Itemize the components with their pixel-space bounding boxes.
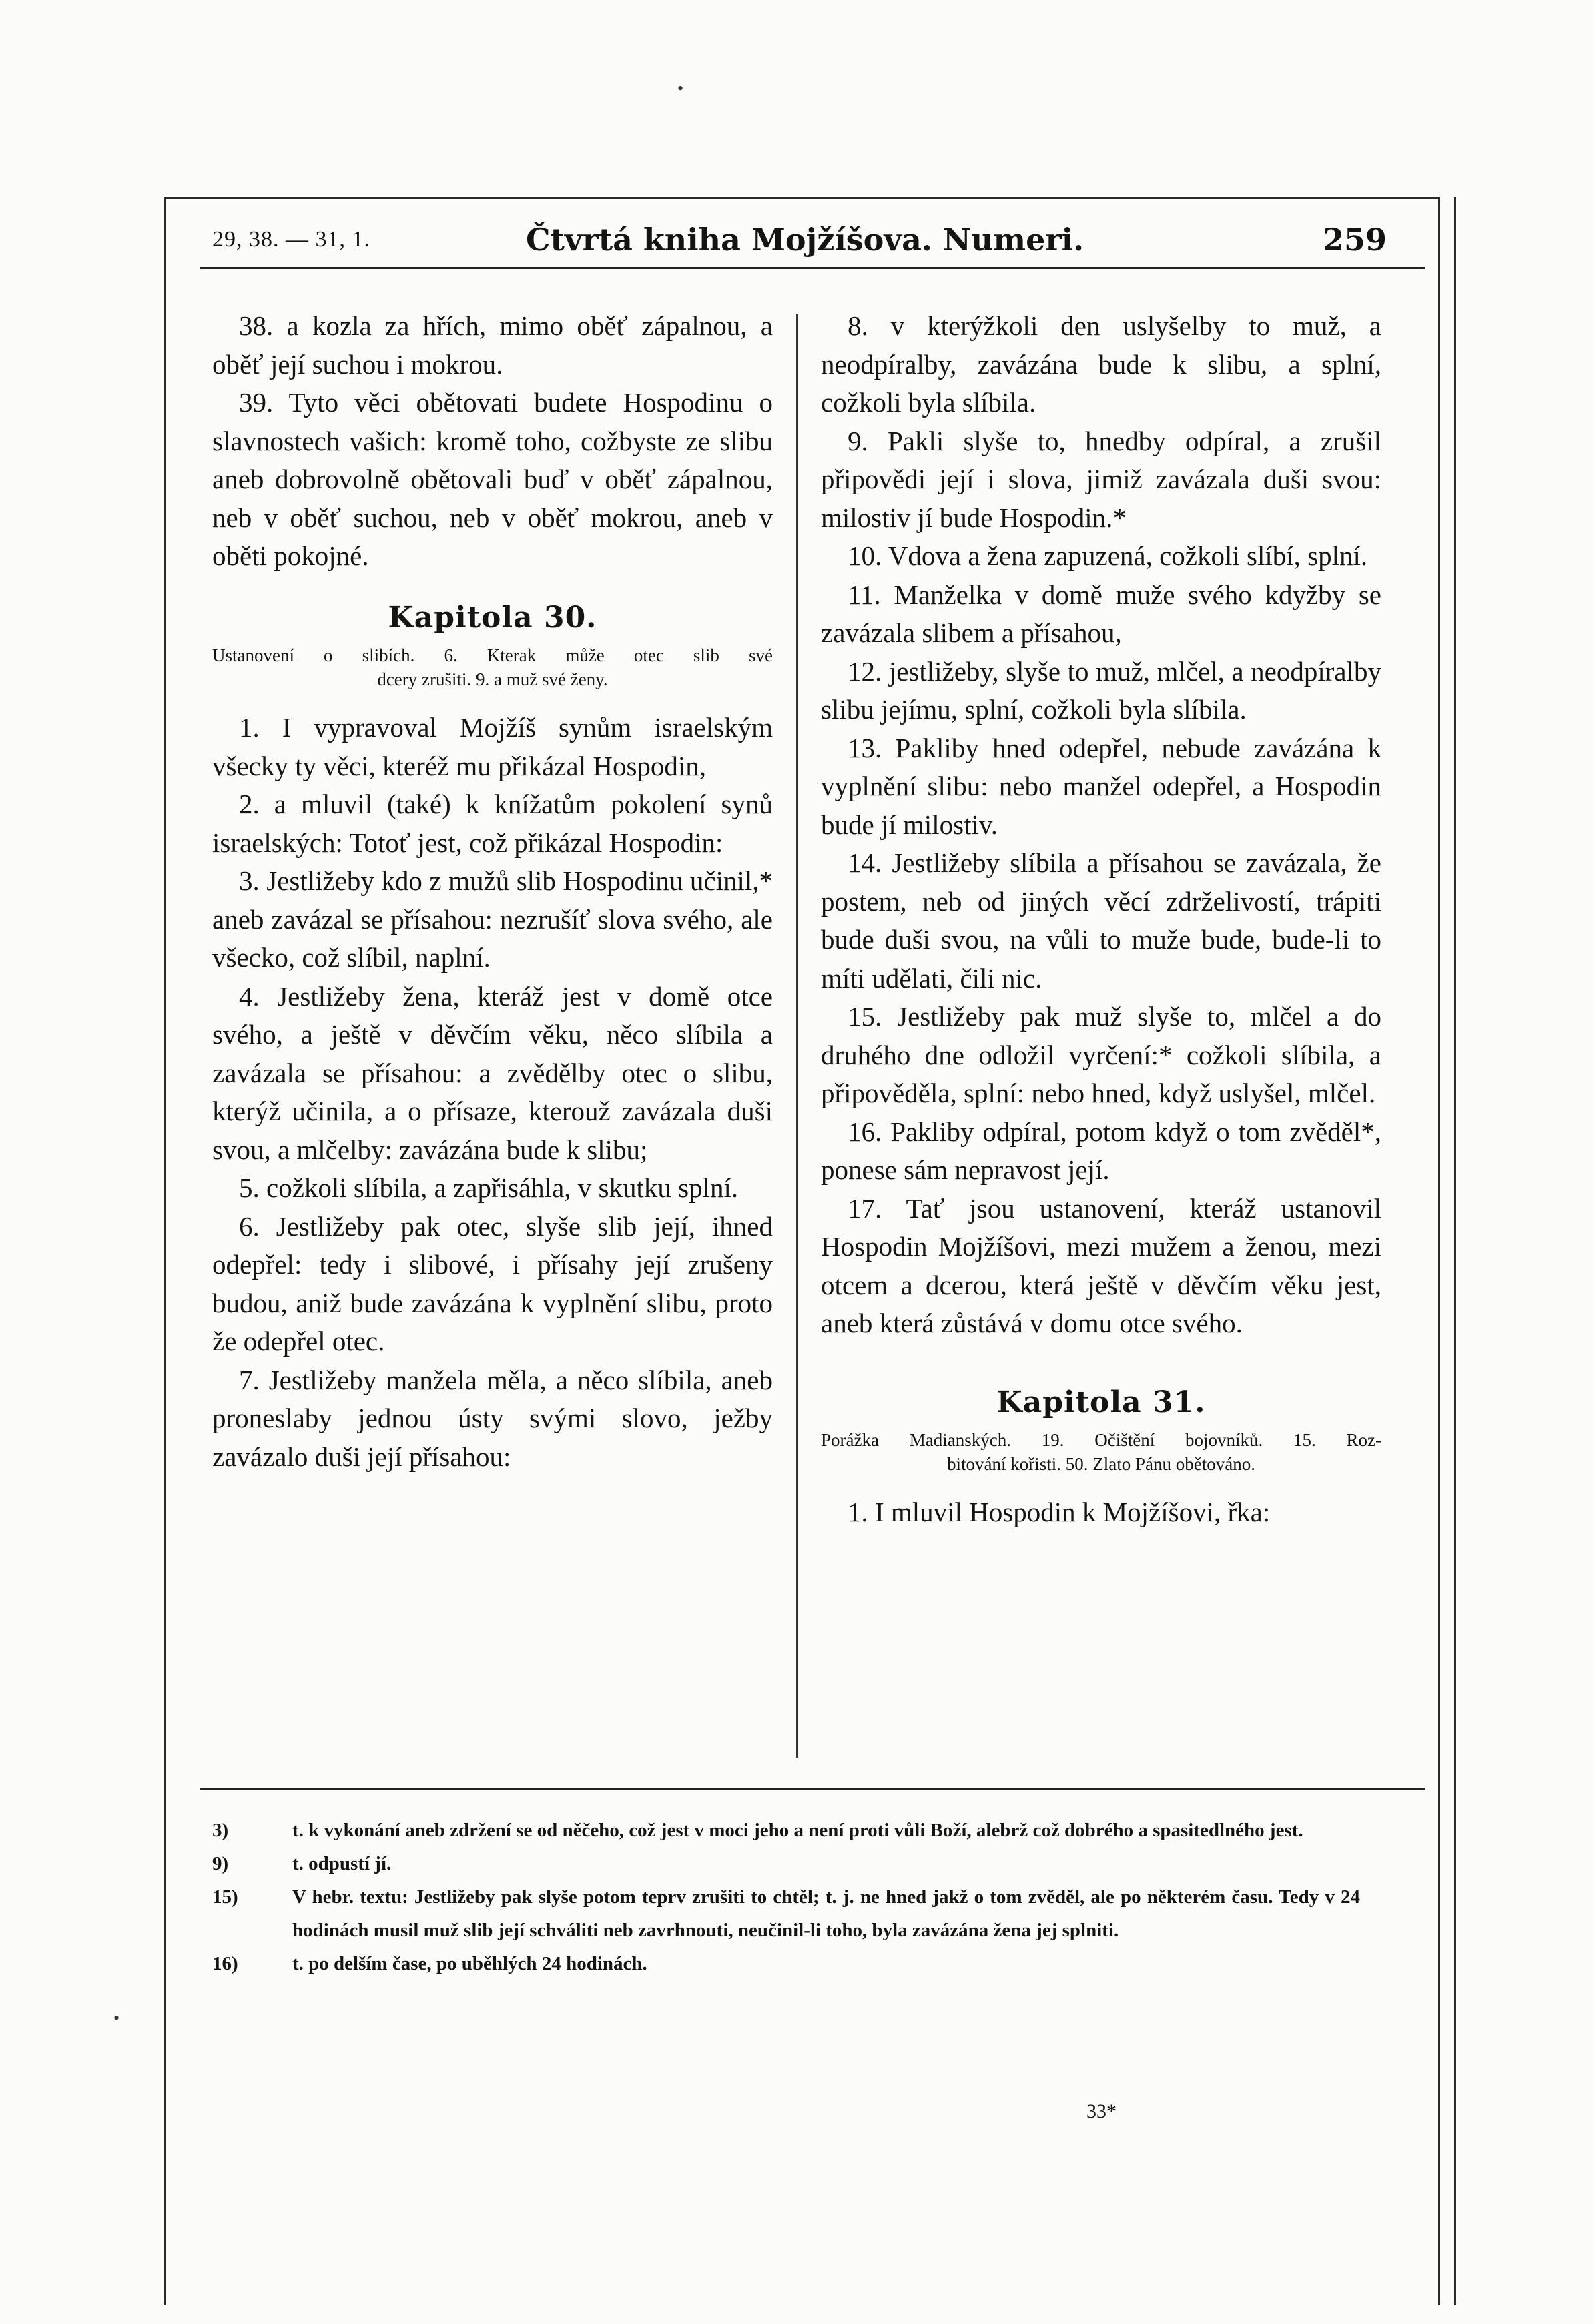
frame-edge <box>1454 197 1456 2305</box>
verse-30-14: 14. Jestližeby slíbila a přísahou se zavázala, že postem, neb od jiných věcí zdrželivostí, trápiti bude duši svou, na vůli to muže bude, bude-li to míti udělati, čili nic. <box>821 847 1381 994</box>
footnote-text: t. k vykonání aneb zdržení se od něčeho, což jest v moci jeho a není proti vůli Boží, alebrž což dobrého a spasitedlného jest. <box>292 1820 1303 1841</box>
verse-30-4: 4. Jestližeby žena, kteráž jest v domě otce svého, a ještě v děvčím věku, něco slíbila a zavázala se přísahou: a zvědělby otec o slibu, kterýž učinila, a o přísaze, kterouž zavázala duši svou, a mlčelby: zavázána bude k slibu; <box>212 980 773 1165</box>
verse-30-10: 10. Vdova a žena zapuzená, cožkoli slíbí, splní. <box>848 540 1368 571</box>
footnote-text: V hebr. textu: Jestližeby pak slyše potom teprv zrušiti to chtěl; t. j. ne hned jakž o tom zvěděl, ale po některém času. Tedy v 24 hodinách musil muž slib její schváliti neb zavrhnouti, neučinil-li toho, byla zavázána žena jej splniti. <box>292 1886 1360 1941</box>
verse-30-9: 9. Pakli slyše to, hnedby odpíral, a zrušil připovědi její i slova, jimiž zavázala duši svou: milostiv jí bude Hospodin.* <box>821 425 1381 533</box>
verse-30-2: 2. a mluvil (také) k knížatům pokolení synů israelských: Totoť jest, což přikázal Hospodin: <box>212 789 773 858</box>
column-divider <box>796 314 798 1758</box>
verse-30-8: 8. v kterýžkoli den uslyšelby to muž, a neodpíralby, zavázána bude k slibu, a splní, cožkoli byla slíbila. <box>821 310 1381 418</box>
verse-30-11: 11. Manželka v domě muže svého kdyžby se zavázala slibem a přísahou, <box>821 578 1381 648</box>
verse-30-7: 7. Jestližeby manžela měla, a něco slíbila, aneb proneslaby jednou ústy svými slovo, ježby zavázalo duši její přísahou: <box>212 1364 773 1472</box>
verse-30-17: 17. Tať jsou ustanovení, kteráž ustanovil Hospodin Mojžíšovi, mezi mužem a ženou, mezi otcem a dcerou, která ještě v děvčím věku jest, aneb která zůstává v domu otce svého. <box>821 1192 1381 1338</box>
verse-30-5: 5. cožkoli slíbila, a zapřisáhla, v skutku splní. <box>239 1172 739 1203</box>
running-header <box>212 219 1387 266</box>
summary-line: bitování kořisti. 50. Zlato Pánu obětováno. <box>947 1454 1255 1474</box>
footnote <box>212 1847 1360 1880</box>
verse-30-15: 15. Jestližeby pak muž slyše to, mlčel a do druhého dne odložil vyrčení:* cožkoli slíbila, a připověděla, splní: nebo hned, když uslyšel, mlčel. <box>821 1001 1381 1108</box>
footnote <box>212 1880 1360 1947</box>
footnote-number: 16) <box>212 1953 238 1974</box>
verse-30-3: 3. Jestližeby kdo z mužů slib Hospodinu učinil,* aneb zavázal se přísahou: nezrušíť slova svého, ale všecko, což slíbil, naplní. <box>212 865 773 973</box>
chapter-30-summary <box>212 643 773 691</box>
signature-mark: 33* <box>1086 2100 1117 2122</box>
verse-30-6: 6. Jestližeby pak otec, slyše slib její, ihned odepřel: tedy i slibové, i přísahy její zrušeny budou, aniž bude zavázána k vyplnění slibu, proto že odepřel otec. <box>212 1210 773 1357</box>
ink-speck: • <box>677 79 684 98</box>
footnote-number: 9) <box>212 1853 229 1874</box>
footnote <box>212 1814 1360 1847</box>
header-title: Čtvrtá kniha Mojžíšova. Numeri. <box>526 222 1084 258</box>
verse-30-12: 12. jestližeby, slyše to muž, mlčel, a neodpíralby slibu jejímu, splní, cožkoli byla slíbila. <box>821 655 1381 725</box>
verse-30-1: 1. I vypravoval Mojžíš synům israelským všecky ty věci, kteréž mu přikázal Hospodin, <box>212 712 773 781</box>
chapter-31-title: Kapitola 31. <box>996 1385 1206 1419</box>
chapter-30-title: Kapitola 30. <box>388 600 597 635</box>
summary-line: dcery zrušiti. 9. a muž své ženy. <box>377 669 608 689</box>
verse-29-38: 38. a kozla za hřích, mimo oběť zápalnou, a oběť její suchou i mokrou. <box>212 310 773 380</box>
verse-29-39: 39. Tyto věci obětovati budete Hospodinu o slavnostech vašich: kromě toho, cožbyste ze slibu aneb dobrovolně obětovali buď v oběť zápalnou, neb v oběť suchou, neb v oběť mokrou, aneb v oběti pokojné. <box>212 387 773 571</box>
footnote-number: 3) <box>212 1820 229 1841</box>
footnotes <box>212 1814 1360 1980</box>
summary-line: Ustanovení o slibích. 6. Kterak může otec slib své <box>212 645 773 665</box>
ink-speck: • <box>113 2008 120 2028</box>
header-rule <box>200 267 1425 269</box>
header-verse-range: 29, 38. — 31, 1. <box>212 227 370 252</box>
left-column <box>212 307 773 1476</box>
header-page-number: 259 <box>1322 222 1387 258</box>
verse-30-16: 16. Pakliby odpíral, potom když o tom zvěděl*, ponese sám nepravost její. <box>821 1116 1381 1185</box>
right-column <box>821 307 1381 1532</box>
verse-31-1: 1. I mluvil Hospodin k Mojžíšovi, řka: <box>848 1497 1271 1527</box>
chapter-31-summary <box>821 1428 1381 1476</box>
footnote <box>212 1947 1360 1980</box>
footnote-number: 15) <box>212 1886 238 1908</box>
footnote-text: t. odpustí jí. <box>292 1853 392 1874</box>
footnote-rule <box>200 1788 1425 1790</box>
summary-line: Porážka Madianských. 19. Očištění bojovníků. 15. Roz- <box>821 1430 1381 1450</box>
footnote-text: t. po delším čase, po uběhlých 24 hodinách. <box>292 1953 647 1974</box>
verse-30-13: 13. Pakliby hned odepřel, nebude zavázána k vyplnění slibu: nebo manžel odepřel, a Hospodin bude jí milostiv. <box>821 732 1381 840</box>
